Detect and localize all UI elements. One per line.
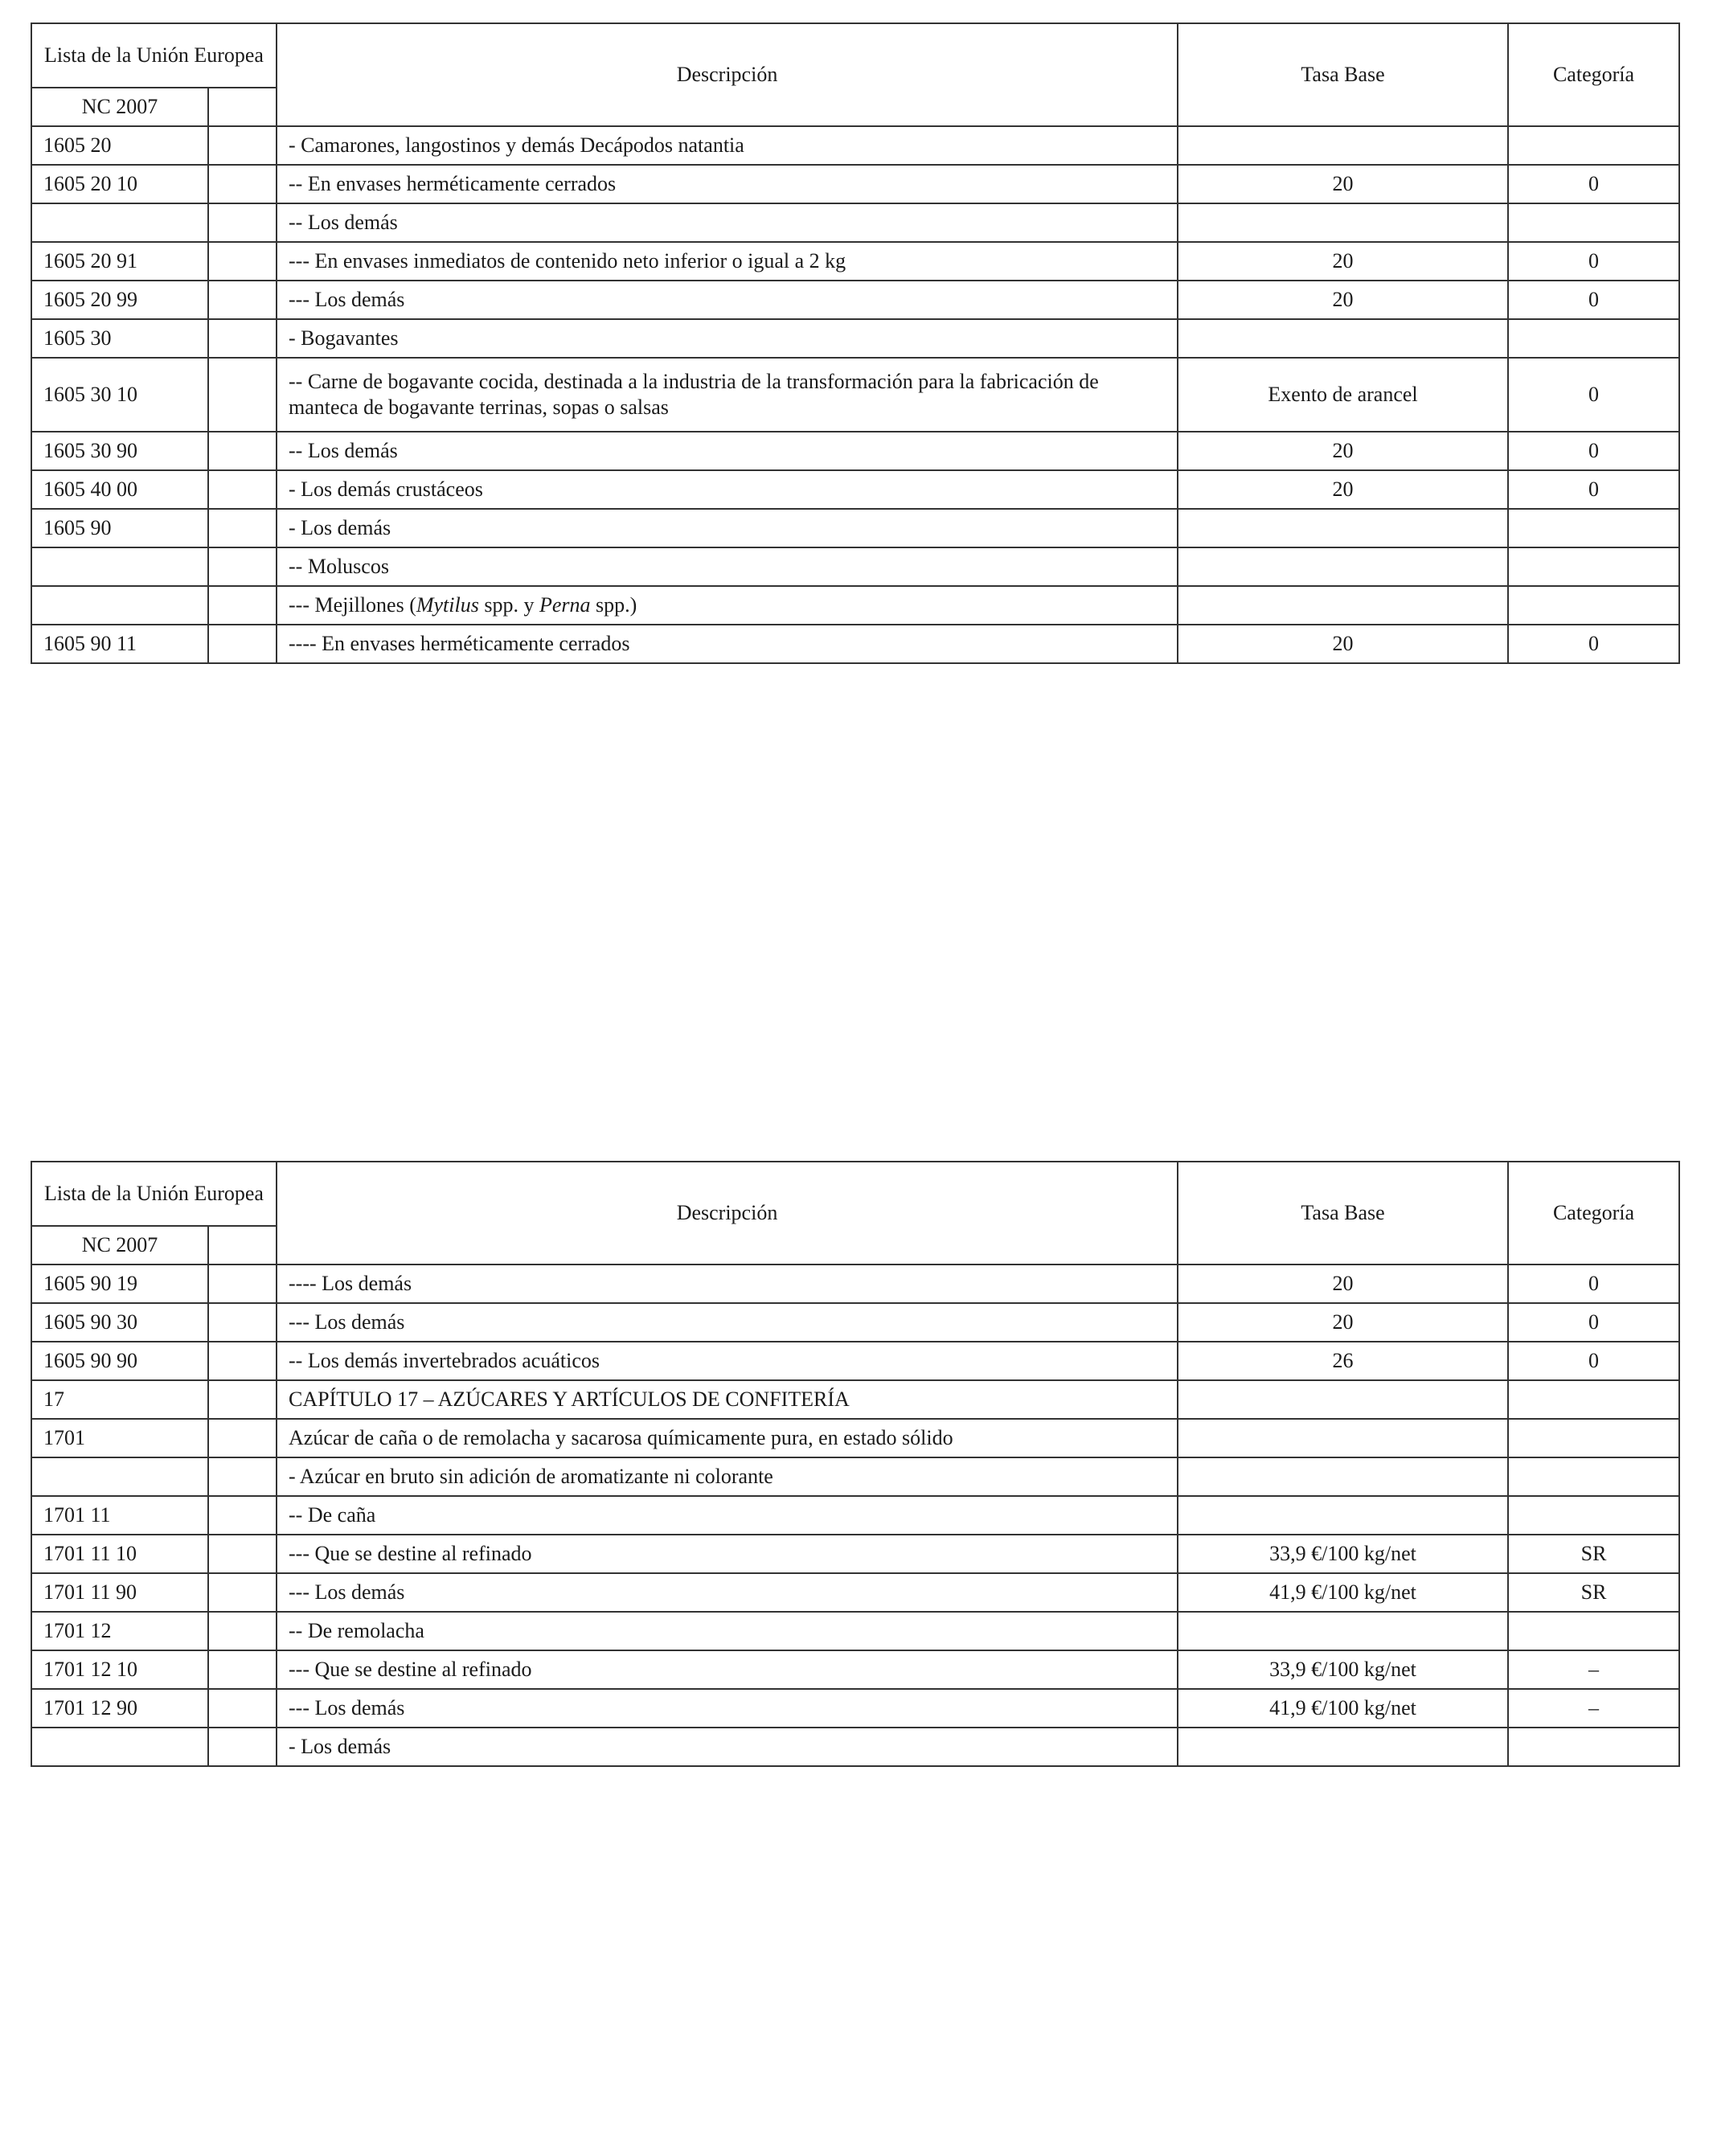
- code-cell: 1701 11 90: [31, 1573, 208, 1612]
- empty-cell: [208, 547, 277, 586]
- empty-cell: [208, 1380, 277, 1419]
- code-cell: 1605 30 10: [31, 358, 208, 432]
- base-rate-cell: [1178, 1612, 1508, 1650]
- empty-cell: [208, 1303, 277, 1342]
- base-rate-cell: [1178, 509, 1508, 547]
- table-row: [31, 1573, 1679, 1612]
- table-row: [31, 1264, 1679, 1303]
- base-rate-cell: 20: [1178, 281, 1508, 319]
- description-cell: [277, 1380, 1178, 1419]
- base-rate-cell: [1178, 1728, 1508, 1766]
- description-header: Descripción: [277, 23, 1178, 126]
- code-cell: 1605 40 00: [31, 470, 208, 509]
- description-cell: [277, 165, 1178, 203]
- description-text: --- Que se destine al refinado: [289, 1658, 532, 1681]
- table-row: [31, 281, 1679, 319]
- category-cell: [1508, 1380, 1679, 1419]
- base-rate-cell: 20: [1178, 165, 1508, 203]
- code-cell: 1701: [31, 1419, 208, 1457]
- base-rate-cell: 33,9 €/100 kg/net: [1178, 1535, 1508, 1573]
- base-rate-cell: [1178, 126, 1508, 165]
- description-text: ---- Los demás: [289, 1272, 412, 1295]
- tariff-table: [31, 1161, 1680, 1767]
- code-cell: 1605 90 11: [31, 625, 208, 663]
- table-row: [31, 625, 1679, 663]
- description-text: -- De caña: [289, 1503, 376, 1527]
- base-rate-cell: [1178, 1419, 1508, 1457]
- empty-cell: [208, 470, 277, 509]
- code-cell: 1605 30 90: [31, 432, 208, 470]
- code-cell: [31, 1457, 208, 1496]
- table-row: [31, 126, 1679, 165]
- description-text: -- Los demás: [289, 211, 398, 234]
- category-cell: –: [1508, 1689, 1679, 1728]
- description-cell: [277, 1496, 1178, 1535]
- description-text: --- En envases inmediatos de contenido neto inferior o igual a 2 kg: [289, 249, 846, 273]
- description-cell: [277, 1264, 1178, 1303]
- empty-cell: [208, 1264, 277, 1303]
- description-text: --- Mejillones (: [289, 593, 416, 617]
- table-row: [31, 319, 1679, 358]
- description-cell: [277, 319, 1178, 358]
- description-cell: [277, 1303, 1178, 1342]
- category-cell: SR: [1508, 1535, 1679, 1573]
- description-cell: [277, 1419, 1178, 1457]
- category-cell: [1508, 126, 1679, 165]
- description-text: Azúcar de caña o de remolacha y sacarosa químicamente pura, en estado sólido: [289, 1426, 953, 1449]
- description-cell: [277, 509, 1178, 547]
- description-cell: [277, 242, 1178, 281]
- description-text: - Los demás: [289, 516, 391, 539]
- description-text: -- Carne de bogavante cocida, destinada a la industria de la transformación para la fabricación de manteca de bogavante terrinas, sopas o salsas: [289, 370, 1099, 419]
- base-rate-cell: [1178, 547, 1508, 586]
- description-cell: [277, 281, 1178, 319]
- empty-cell: [208, 1573, 277, 1612]
- description-text: - Los demás: [289, 1735, 391, 1758]
- description-text: spp. y: [478, 593, 539, 617]
- table-row: [31, 1535, 1679, 1573]
- description-cell: [277, 1728, 1178, 1766]
- list-header: Lista de la Unión Europea: [31, 1162, 277, 1226]
- base-rate-cell: [1178, 1457, 1508, 1496]
- base-rate-cell: 41,9 €/100 kg/net: [1178, 1689, 1508, 1728]
- description-cell: [277, 1689, 1178, 1728]
- description-text: - Azúcar en bruto sin adición de aromatizante ni colorante: [289, 1465, 773, 1488]
- empty-header-cell: [208, 1226, 277, 1264]
- code-cell: 1605 20 99: [31, 281, 208, 319]
- category-cell: SR: [1508, 1573, 1679, 1612]
- category-cell: [1508, 1728, 1679, 1766]
- empty-cell: [208, 1457, 277, 1496]
- description-cell: [277, 470, 1178, 509]
- description-cell: [277, 126, 1178, 165]
- description-text: -- Los demás invertebrados acuáticos: [289, 1349, 600, 1372]
- empty-cell: [208, 1689, 277, 1728]
- description-text: spp.): [590, 593, 637, 617]
- description-cell: [277, 625, 1178, 663]
- table-row: [31, 1380, 1679, 1419]
- description-text: -- Los demás: [289, 439, 398, 462]
- category-cell: 0: [1508, 165, 1679, 203]
- table-row: [31, 509, 1679, 547]
- code-cell: [31, 1728, 208, 1766]
- code-cell: 1701 12 90: [31, 1689, 208, 1728]
- table-body: [31, 126, 1679, 663]
- empty-cell: [208, 1612, 277, 1650]
- code-cell: 1701 12: [31, 1612, 208, 1650]
- empty-cell: [208, 1496, 277, 1535]
- empty-cell: [208, 358, 277, 432]
- base-rate-cell: 20: [1178, 432, 1508, 470]
- description-text: --- Los demás: [289, 288, 405, 311]
- code-cell: [31, 203, 208, 242]
- category-header: Categoría: [1508, 23, 1679, 126]
- code-cell: 1605 30: [31, 319, 208, 358]
- code-cell: 1605 20 10: [31, 165, 208, 203]
- empty-cell: [208, 1535, 277, 1573]
- category-cell: 0: [1508, 625, 1679, 663]
- table-row: [31, 586, 1679, 625]
- empty-cell: [208, 242, 277, 281]
- category-cell: [1508, 203, 1679, 242]
- base-rate-cell: 33,9 €/100 kg/net: [1178, 1650, 1508, 1689]
- empty-cell: [208, 126, 277, 165]
- description-text: -- De remolacha: [289, 1619, 424, 1642]
- table-row: [31, 1342, 1679, 1380]
- description-text: ---- En envases herméticamente cerrados: [289, 632, 630, 655]
- table-row: [31, 242, 1679, 281]
- table-row: [31, 547, 1679, 586]
- description-cell: [277, 1573, 1178, 1612]
- category-cell: 0: [1508, 242, 1679, 281]
- base-rate-cell: [1178, 1496, 1508, 1535]
- category-cell: 0: [1508, 358, 1679, 432]
- table-row: [31, 1496, 1679, 1535]
- base-rate-cell: [1178, 203, 1508, 242]
- empty-cell: [208, 586, 277, 625]
- table-row: [31, 203, 1679, 242]
- code-cell: 1605 20: [31, 126, 208, 165]
- category-cell: [1508, 1419, 1679, 1457]
- description-text: - Camarones, langostinos y demás Decápodos natantia: [289, 133, 744, 157]
- table-row: [31, 1728, 1679, 1766]
- category-header: Categoría: [1508, 1162, 1679, 1264]
- code-cell: 1605 90 30: [31, 1303, 208, 1342]
- base-rate-cell: Exento de arancel: [1178, 358, 1508, 432]
- description-text: - Los demás crustáceos: [289, 478, 483, 501]
- empty-cell: [208, 1419, 277, 1457]
- description-cell: [277, 1650, 1178, 1689]
- code-cell: 1701 12 10: [31, 1650, 208, 1689]
- empty-cell: [208, 281, 277, 319]
- empty-cell: [208, 1728, 277, 1766]
- description-cell: [277, 1612, 1178, 1650]
- base-rate-header: Tasa Base: [1178, 23, 1508, 126]
- description-cell: [277, 586, 1178, 625]
- description-cell: [277, 203, 1178, 242]
- description-text: - Bogavantes: [289, 326, 399, 350]
- category-cell: 0: [1508, 1264, 1679, 1303]
- empty-cell: [208, 432, 277, 470]
- category-cell: [1508, 509, 1679, 547]
- empty-cell: [208, 1342, 277, 1380]
- table-row: [31, 470, 1679, 509]
- empty-cell: [208, 165, 277, 203]
- code-cell: 1605 90 19: [31, 1264, 208, 1303]
- base-rate-cell: 41,9 €/100 kg/net: [1178, 1573, 1508, 1612]
- table-row: [31, 1650, 1679, 1689]
- description-text: --- Los demás: [289, 1696, 405, 1719]
- description-cell: [277, 547, 1178, 586]
- base-rate-cell: [1178, 586, 1508, 625]
- empty-cell: [208, 203, 277, 242]
- table-body: [31, 1264, 1679, 1766]
- code-header: NC 2007: [31, 1226, 208, 1264]
- code-header: NC 2007: [31, 88, 208, 126]
- table-row: [31, 165, 1679, 203]
- code-cell: 1701 11: [31, 1496, 208, 1535]
- table-row: [31, 1303, 1679, 1342]
- description-italic-text: Mytilus: [416, 593, 479, 617]
- base-rate-cell: 20: [1178, 242, 1508, 281]
- description-italic-text: Perna: [539, 593, 591, 617]
- base-rate-header: Tasa Base: [1178, 1162, 1508, 1264]
- category-cell: 0: [1508, 281, 1679, 319]
- category-cell: 0: [1508, 470, 1679, 509]
- base-rate-cell: [1178, 1380, 1508, 1419]
- table-row: [31, 1457, 1679, 1496]
- table-row: [31, 432, 1679, 470]
- table-row: [31, 1612, 1679, 1650]
- table-row: [31, 358, 1679, 432]
- category-cell: [1508, 1612, 1679, 1650]
- description-text: --- Los demás: [289, 1580, 405, 1604]
- base-rate-cell: 20: [1178, 1264, 1508, 1303]
- description-text: --- Los demás: [289, 1310, 405, 1334]
- description-text: CAPÍTULO 17 – AZÚCARES Y ARTÍCULOS DE CONFITERÍA: [289, 1387, 850, 1411]
- table-row: [31, 1419, 1679, 1457]
- empty-header-cell: [208, 88, 277, 126]
- empty-cell: [208, 1650, 277, 1689]
- category-cell: [1508, 1457, 1679, 1496]
- code-cell: 1605 90: [31, 509, 208, 547]
- code-cell: 17: [31, 1380, 208, 1419]
- description-cell: [277, 432, 1178, 470]
- base-rate-cell: 20: [1178, 625, 1508, 663]
- description-cell: [277, 1457, 1178, 1496]
- category-cell: [1508, 586, 1679, 625]
- tariff-table: [31, 23, 1680, 664]
- base-rate-cell: [1178, 319, 1508, 358]
- empty-cell: [208, 625, 277, 663]
- category-cell: 0: [1508, 432, 1679, 470]
- description-text: --- Que se destine al refinado: [289, 1542, 532, 1565]
- category-cell: 0: [1508, 1303, 1679, 1342]
- category-cell: [1508, 1496, 1679, 1535]
- category-cell: 0: [1508, 1342, 1679, 1380]
- base-rate-cell: 26: [1178, 1342, 1508, 1380]
- category-cell: –: [1508, 1650, 1679, 1689]
- description-cell: [277, 1535, 1178, 1573]
- code-cell: 1701 11 10: [31, 1535, 208, 1573]
- description-text: -- En envases herméticamente cerrados: [289, 172, 617, 195]
- category-cell: [1508, 319, 1679, 358]
- code-cell: [31, 586, 208, 625]
- description-text: -- Moluscos: [289, 555, 389, 578]
- empty-cell: [208, 319, 277, 358]
- description-header: Descripción: [277, 1162, 1178, 1264]
- code-cell: 1605 90 90: [31, 1342, 208, 1380]
- base-rate-cell: 20: [1178, 470, 1508, 509]
- code-cell: [31, 547, 208, 586]
- category-cell: [1508, 547, 1679, 586]
- empty-cell: [208, 509, 277, 547]
- table-row: [31, 1689, 1679, 1728]
- description-cell: [277, 1342, 1178, 1380]
- base-rate-cell: 20: [1178, 1303, 1508, 1342]
- list-header: Lista de la Unión Europea: [31, 23, 277, 88]
- description-cell: [277, 358, 1178, 432]
- code-cell: 1605 20 91: [31, 242, 208, 281]
